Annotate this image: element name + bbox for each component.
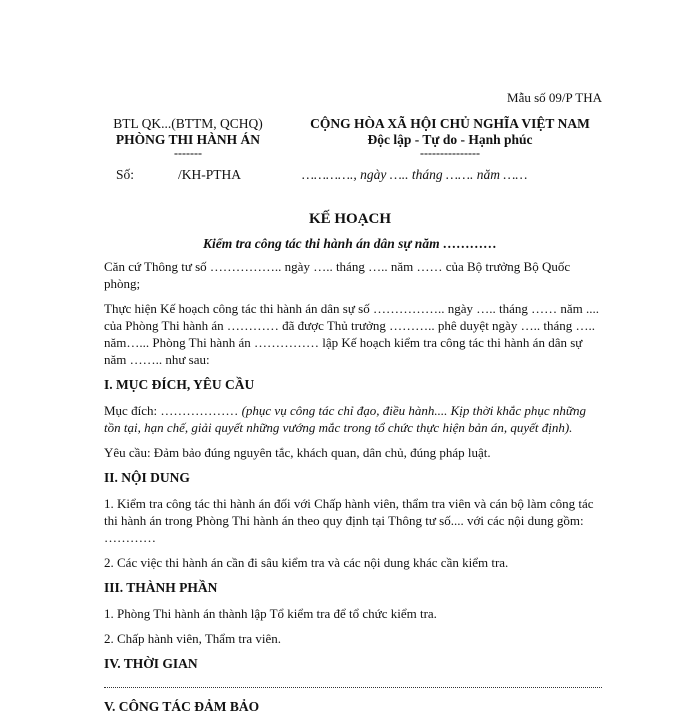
purpose-lead: Mục đích: ……………… [104, 403, 239, 418]
national-motto: Độc lập - Tự do - Hạnh phúc [367, 132, 533, 147]
purpose-note: (phục vụ công tác chỉ đạo, điều hành.... Kịp thời khắc phục những tồn tại, hạn chế, giải quyết những vướng mắc trong tổ chức thực hiện bản án, quyết định). [104, 403, 586, 435]
document-number-label: Số: [116, 167, 135, 182]
composition-item: 2. Chấp hành viên, Thẩm tra viên. [104, 631, 282, 646]
composition-item: 1. Phòng Thi hành án thành lập Tổ kiểm tra để tổ chức kiểm tra. [104, 606, 437, 621]
motto-divider: --------------- [420, 146, 480, 160]
section-heading: IV. THỜI GIAN [104, 656, 198, 671]
org-parent: BTL QK...(BTTM, QCHQ) [113, 116, 263, 131]
document-subtitle: Kiểm tra công tác thi hành án dân sự năm ………… [203, 236, 497, 251]
date-line: …………., ngày ….. tháng ……. năm …… [302, 167, 528, 182]
country-name: CỘNG HÒA XÃ HỘI CHỦ NGHĨA VIỆT NAM [310, 116, 590, 131]
document-number: /KH-PTHA [178, 167, 241, 182]
section-heading: III. THÀNH PHẦN [104, 580, 218, 595]
basis-paragraph: Căn cứ Thông tư số …………….. ngày ….. tháng ….. năm …… của Bộ trưởng Bộ Quốc phòng; [104, 259, 571, 291]
section-heading: V. CÔNG TÁC ĐẢM BẢO [104, 699, 260, 714]
requirement-paragraph: Yêu cầu: Đảm bảo đúng nguyên tắc, khách quan, dân chủ, đúng pháp luật. [104, 445, 491, 460]
implementation-paragraph: Thực hiện Kế hoạch công tác thi hành án dân sự số …………….. ngày ….. tháng …… năm .... của Phòng Thi hành án ………… đã được Thủ trưởng ……….. phê duyệt ngày ….. tháng ….. năm…... Phòng Thi hành án …………… lập Kế hoạch kiểm tra công tác thi hành án dân sự năm …….. như sau: [104, 301, 599, 367]
purpose-paragraph [104, 402, 602, 436]
section-heading: I. MỤC ĐÍCH, YÊU CẦU [104, 377, 255, 392]
form-code: Mẫu số 09/P THA [507, 90, 602, 105]
content-item: 2. Các việc thi hành án cần đi sâu kiểm tra và các nội dung khác cần kiểm tra. [104, 555, 509, 570]
document-title: KẾ HOẠCH [308, 211, 392, 227]
section-heading: II. NỘI DUNG [104, 470, 190, 485]
org-name: PHÒNG THI HÀNH ÁN [115, 132, 261, 147]
content-item: 1. Kiểm tra công tác thi hành án đối với Chấp hành viên, thẩm tra viên và cán bộ làm công tác thi hành án trong Phòng Thi hành án theo quy định tại Thông tư số.... với các nội dung gồm: ………… [104, 496, 594, 545]
document-body [104, 258, 602, 724]
dotted-fill-line [104, 681, 602, 688]
org-divider: ------- [174, 146, 202, 160]
